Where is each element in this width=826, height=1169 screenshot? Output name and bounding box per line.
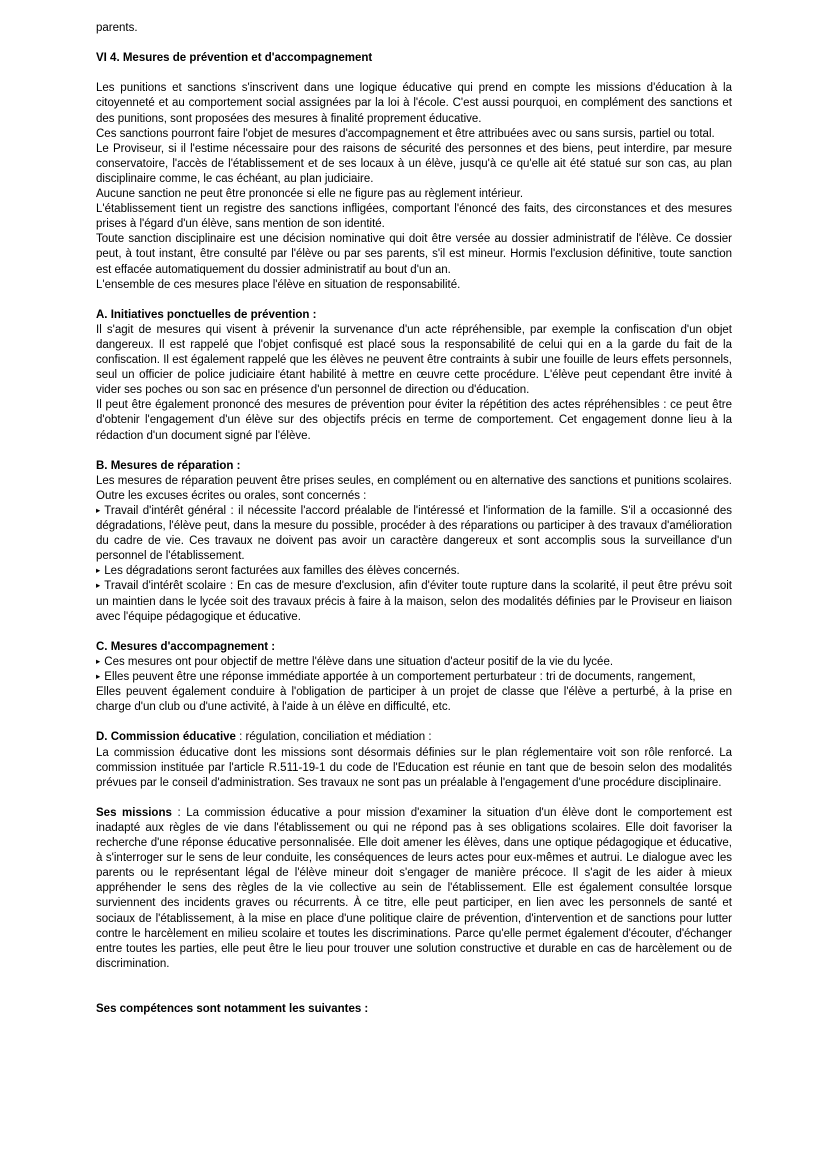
paragraph: Elles peuvent également conduire à l'obligation de participer à un projet de classe que l'élève a perturbé, à la prise en charge d'un club ou d'une activité, à l'aide à un élève en difficulté, etc. <box>96 686 732 714</box>
bullet-triangle-icon: ▸ <box>96 580 101 591</box>
paragraph: Toute sanction disciplinaire est une décision nominative qui doit être versée au dossier administratif de l'élève. Ce dossier peut, à tout instant, être consulté par l'élève ou par ses parents, s'il est mineur. Hormis l'exclusion définitive, toute sanction est effacée automatiquement du dossier administratif au bout d'un an. <box>96 233 732 276</box>
section-heading: C. Mesures d'accompagnement : <box>96 640 276 653</box>
section-heading: VI 4. Mesures de prévention et d'accompagnement <box>96 52 373 65</box>
spacer <box>96 715 732 730</box>
paragraph: Les punitions et sanctions s'inscrivent dans une logique éducative qui prend en compte les missions d'éducation à la citoyenneté et au comportement social assignées par la loi à l'école. C'est aussi pourquoi, en complément des sanctions et des punitions, sont proposées des mesures à finalité proprement éducative. <box>96 82 732 125</box>
document-content <box>96 21 732 1017</box>
paragraph: La commission éducative dont les missions sont désormais définies sur le plan réglementaire voit son rôle renforcé. La commission instituée par l'article R.511-19-1 du code de l'Education est réunie en tant que de besoin selon des modalités prévues par le conseil d'administration. Ses travaux ne sont pas un préalable à l'engagement d'une procédure disciplinaire. <box>96 746 732 789</box>
paragraph: Il s'agit de mesures qui visent à prévenir la survenance d'un acte répréhensible, par exemple la confiscation d'un objet dangereux. Il est rappelé que l'objet confisqué est placé sous la responsabilité de celui qui en a la garde du fait de la confiscation. Il est également rappelé que les élèves ne peuvent être contraints à subir une fouille de leurs effets personnels, seul un officier de police judiciaire étant habilité à mettre en œuvre cette procédure. L'élève peut cependant être invité à vider ses poches ou son sac en présence d'un personnel de direction ou d'éducation. <box>96 323 732 397</box>
bullet-item: ▸ Elles peuvent être une réponse immédiate apportée à un comportement perturbateur : tri de documents, rangement, <box>96 671 696 684</box>
paragraph: Le Proviseur, si il l'estime nécessaire pour des raisons de sécurité des personnes et des biens, peut interdire, par mesure conservatoire, l'accès de l'établissement et de ses locaux à un élève, jusqu'à ce qu'elle ait été statué sur son cas, au plan disciplinaire comme, le cas échéant, au plan judiciaire. <box>96 142 732 185</box>
section-heading: A. Initiatives ponctuelles de prévention : <box>96 308 317 321</box>
paragraph: Aucune sanction ne peut être prononcée si elle ne figure pas au règlement intérieur. <box>96 188 524 201</box>
spacer <box>96 791 732 806</box>
paragraph-lead: D. Commission éducative <box>96 731 236 744</box>
bullet-item: ▸ Les dégradations seront facturées aux familles des élèves concernés. <box>96 565 460 578</box>
section-heading: Ses compétences sont notamment les suivantes : <box>96 1003 369 1016</box>
bullet-triangle-icon: ▸ <box>96 671 101 682</box>
bullet-item: ▸ Travail d'intérêt scolaire : En cas de mesure d'exclusion, afin d'éviter toute rupture dans la scolarité, il peut être prévu soit un maintien dans le lycée soit des travaux précis à faire à la maison, selon des modalités définies par le Proviseur en liaison avec l'équipe pédagogique et éducative. <box>96 580 732 623</box>
paragraph: Ces sanctions pourront faire l'objet de mesures d'accompagnement et être attribuées avec ou sans sursis, partiel ou total. <box>96 127 715 140</box>
bullet-item: ▸ Ces mesures ont pour objectif de mettre l'élève dans une situation d'acteur positif de la vie du lycée. <box>96 655 614 668</box>
paragraph: L'ensemble de ces mesures place l'élève en situation de responsabilité. <box>96 278 461 291</box>
paragraph: Ses missions : La commission éducative a pour mission d'examiner la situation d'un élève dont le comportement est inadapté aux règles de vie dans l'établissement ou qui ne répond pas à ses obligations scolaires. Elle doit favoriser la recherche d'une réponse éducative personnalisée. Elle doit amener les élèves, dans une optique pédagogique et éducative, à s'interroger sur le sens de leur conduite, les conséquences de leurs actes pour eux-mêmes et autrui. Le dialogue avec les parents ou le représentant légal de l'élève mineur doit s'engager de manière précoce. Il s'agit de les aider à mieux appréhender le sens des règles de la vie collective au sein de l'établissement. Elle est également consultée lorsque surviennent des incidents graves ou récurrents. À ce titre, elle peut participer, en lien avec les personnels de santé et sociaux de l'établissement, à la mise en place d'une politique claire de prévention, d'intervention et de sanctions pour lutter contre le harcèlement en milieu scolaire et toutes les discriminations. Parce qu'elle permet également d'écouter, d'échanger entre toutes les parties, elle peut être le lieu pour trouver une solution constructive et durable en cas de harcèlement ou de discrimination. <box>96 806 732 970</box>
bullet-triangle-icon: ▸ <box>96 505 101 515</box>
section-heading: B. Mesures de réparation : <box>96 459 241 472</box>
bullet-triangle-icon: ▸ <box>96 565 101 576</box>
bullet-item: ▸ Travail d'intérêt général : il nécessite l'accord préalable de l'intéressé et l'information de la famille. S'il a occasionné des dégradations, l'élève peut, dans la mesure du possible, procéder à des réparations ou participer à des travaux d'amélioration du cadre de vie. Ces travaux ne doivent pas avoir un caractère dangereux et sont accomplis sous la surveillance d'un personnel de l'établissement. <box>96 505 732 563</box>
paragraph: D. Commission éducative : régulation, conciliation et médiation : <box>96 731 432 744</box>
spacer <box>96 987 732 1002</box>
spacer <box>96 972 732 987</box>
paragraph: Les mesures de réparation peuvent être prises seules, en complément ou en alternative des sanctions et punitions scolaires. Outre les excuses écrites ou orales, sont concernés : <box>96 474 732 502</box>
spacer <box>96 36 732 51</box>
paragraph: L'établissement tient un registre des sanctions infligées, comportant l'énoncé des faits, des circonstances et des mesures prises à l'égard d'un élève, sans mention de son identité. <box>96 203 732 231</box>
spacer <box>96 625 732 640</box>
paragraph: parents. <box>96 22 138 34</box>
bullet-triangle-icon: ▸ <box>96 655 101 666</box>
paragraph: Il peut être également prononcé des mesures de prévention pour éviter la répétition des actes répréhensibles : ce peut être d'obtenir l'engagement d'un élève sur des objectifs précis en terme de comportement. Cet engagement donne lieu à la rédaction d'un document signé par l'élève. <box>96 399 732 442</box>
paragraph-lead: Ses missions <box>96 806 172 819</box>
spacer <box>96 293 732 308</box>
spacer <box>96 66 732 81</box>
spacer <box>96 444 732 459</box>
